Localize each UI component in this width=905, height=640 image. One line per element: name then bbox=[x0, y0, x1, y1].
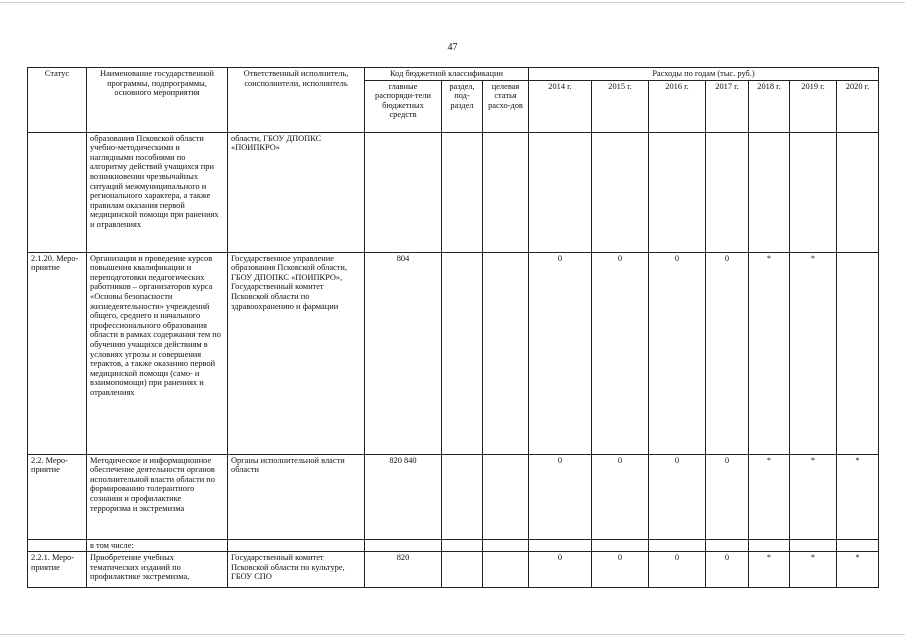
row-name: Организация и проведение курсов повышения квалификации и переподготовки педагогических работников – организаторов курса «Основы безопасности жизнедеятельности» учреждений общего, среднего и начального профессионального образования области в рамках содержания тем по обучению учащихся действиям в условиях угрозы и совершения терактов, а также оказанию первой медицинской помощи (само- и взаимопомощи) при ранениях и отравлениях bbox=[87, 252, 228, 454]
row-value bbox=[706, 132, 749, 252]
row-kbk-main bbox=[365, 132, 442, 252]
header-year: 2018 г. bbox=[749, 80, 790, 132]
row-value bbox=[837, 132, 879, 252]
row-value: * bbox=[790, 454, 837, 539]
row-value: * bbox=[749, 552, 790, 588]
bottom-scan-edge bbox=[0, 634, 905, 635]
row-value bbox=[837, 252, 879, 454]
row-executor: Органы исполнительной власти области bbox=[228, 454, 365, 539]
row-executor: Государственный комитет Псковской области по культуре, ГБОУ СПО bbox=[228, 552, 365, 588]
table-row bbox=[28, 454, 879, 539]
row-kbk-target bbox=[483, 132, 529, 252]
header-kbk-main: главные распоряди-тели бюджетных средств bbox=[365, 80, 442, 132]
row-kbk-section bbox=[442, 132, 483, 252]
row-value bbox=[749, 132, 790, 252]
row-value bbox=[592, 539, 649, 552]
row-kbk-target bbox=[483, 539, 529, 552]
row-kbk-section bbox=[442, 552, 483, 588]
row-value bbox=[592, 132, 649, 252]
page-number: 47 bbox=[447, 42, 458, 53]
row-name: образования Псковской области учебно-методическими и наглядными пособиями по алгоритму действий учащихся при возникновении чрезвычайных ситуаций межмуниципального и регионального характера, а также правилам оказания первой медицинской помощи при ранениях и отравлениях bbox=[87, 132, 228, 252]
row-status bbox=[28, 539, 87, 552]
header-expenses: Расходы по годам (тыс. руб.) bbox=[529, 68, 879, 81]
header-name: Наименование государственной программы, подпрограммы, основного мероприятия bbox=[87, 68, 228, 133]
table-row bbox=[28, 252, 879, 454]
table-row bbox=[28, 132, 879, 252]
row-value bbox=[649, 539, 706, 552]
row-name: в том числе: bbox=[87, 539, 228, 552]
row-kbk-target bbox=[483, 252, 529, 454]
row-value: 0 bbox=[592, 552, 649, 588]
header-kbk-section: раздел, под-раздел bbox=[442, 80, 483, 132]
row-kbk-section bbox=[442, 252, 483, 454]
row-name: Методическое и информационное обеспечение деятельности органов исполнительной власти области по формированию толерантного сознания и профилактике терроризма и экстремизма bbox=[87, 454, 228, 539]
header-year: 2015 г. bbox=[592, 80, 649, 132]
row-value: 0 bbox=[529, 552, 592, 588]
row-value bbox=[529, 539, 592, 552]
row-value: 0 bbox=[706, 252, 749, 454]
row-value bbox=[790, 539, 837, 552]
row-value bbox=[529, 132, 592, 252]
row-value bbox=[649, 132, 706, 252]
header-status: Статус bbox=[28, 68, 87, 133]
row-kbk-section bbox=[442, 539, 483, 552]
row-kbk-main: 820 bbox=[365, 552, 442, 588]
header-year: 2019 г. bbox=[790, 80, 837, 132]
row-value: * bbox=[837, 454, 879, 539]
row-value: 0 bbox=[592, 252, 649, 454]
budget-table bbox=[27, 67, 879, 588]
row-status: 2.1.20. Меро-приятие bbox=[28, 252, 87, 454]
row-status bbox=[28, 132, 87, 252]
row-name: Приобретение учебных тематических изданий по профилактике экстремизма, bbox=[87, 552, 228, 588]
row-value: 0 bbox=[706, 454, 749, 539]
row-kbk-main: 804 bbox=[365, 252, 442, 454]
row-value bbox=[706, 539, 749, 552]
row-value: 0 bbox=[529, 454, 592, 539]
row-executor: области, ГБОУ ДПОПКС «ПОИПКРО» bbox=[228, 132, 365, 252]
row-kbk-target bbox=[483, 552, 529, 588]
row-value: * bbox=[790, 252, 837, 454]
row-value: 0 bbox=[649, 252, 706, 454]
header-kbk-target: целевая статья расхо-дов bbox=[483, 80, 529, 132]
header-year: 2016 г. bbox=[649, 80, 706, 132]
row-value: 0 bbox=[592, 454, 649, 539]
row-value: * bbox=[837, 552, 879, 588]
row-kbk-main bbox=[365, 539, 442, 552]
row-value: 0 bbox=[706, 552, 749, 588]
header-executor: Ответственный исполнитель, соисполнители, исполнитель bbox=[228, 68, 365, 133]
table-row bbox=[28, 539, 879, 552]
header-kbk: Код бюджетной классификации bbox=[365, 68, 529, 81]
row-value: 0 bbox=[649, 454, 706, 539]
row-value bbox=[790, 132, 837, 252]
row-kbk-target bbox=[483, 454, 529, 539]
row-executor: Государственное управление образования Псковской области, ГБОУ ДПОПКС «ПОИПКРО», Государственный комитет Псковской области по здравоохранению и фармации bbox=[228, 252, 365, 454]
row-value: 0 bbox=[649, 552, 706, 588]
row-value: * bbox=[790, 552, 837, 588]
header-year: 2020 г. bbox=[837, 80, 879, 132]
row-value bbox=[837, 539, 879, 552]
row-status: 2.2.1. Меро-приятие bbox=[28, 552, 87, 588]
row-executor bbox=[228, 539, 365, 552]
row-kbk-section bbox=[442, 454, 483, 539]
row-value: * bbox=[749, 454, 790, 539]
header-year: 2014 г. bbox=[529, 80, 592, 132]
row-value bbox=[749, 539, 790, 552]
top-scan-edge bbox=[0, 2, 905, 3]
row-kbk-main: 820 840 bbox=[365, 454, 442, 539]
row-value: 0 bbox=[529, 252, 592, 454]
table-row bbox=[28, 552, 879, 588]
row-status: 2.2. Меро-приятие bbox=[28, 454, 87, 539]
header-year: 2017 г. bbox=[706, 80, 749, 132]
row-value: * bbox=[749, 252, 790, 454]
